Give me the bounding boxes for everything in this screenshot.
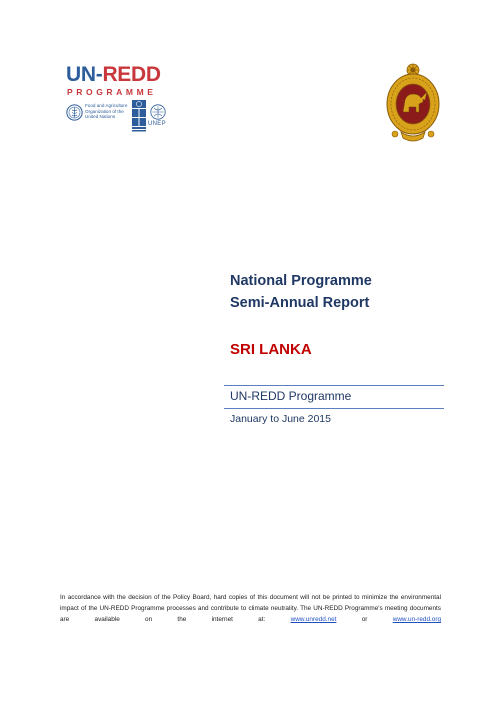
partner-logos bbox=[66, 100, 186, 136]
logo-programme-text: PROGRAMME bbox=[67, 87, 157, 97]
divider-top bbox=[224, 385, 444, 386]
undp-logo-icon bbox=[132, 100, 146, 134]
un-redd-org-link[interactable]: www.un-redd.org bbox=[392, 616, 442, 623]
unep-emblem-icon bbox=[150, 104, 166, 120]
country-name: SRI LANKA bbox=[230, 341, 312, 358]
fao-text: Food and Agriculture Organization of the United Nations bbox=[85, 103, 128, 120]
report-title bbox=[230, 270, 450, 314]
title-line-1: National Programme bbox=[230, 273, 372, 289]
unep-text: UNEP bbox=[148, 121, 166, 127]
logo-un-text: UN- bbox=[66, 63, 103, 86]
unredd-logo bbox=[66, 64, 186, 144]
unredd-wordmark bbox=[66, 64, 161, 86]
printing-notice bbox=[60, 592, 441, 625]
notice-text: In accordance with the decision of the Policy Board, hard copies of this document will not be printed to minimize the environmental impact of the UN-REDD Programme processes and contribute to climate neutrality. The UN-REDD Programme's meeting documents are available on the internet at: bbox=[60, 594, 441, 623]
divider-bottom bbox=[224, 408, 444, 409]
programme-name: UN-REDD Programme bbox=[230, 389, 352, 403]
sri-lanka-emblem-icon bbox=[385, 62, 441, 146]
logo-redd-text: REDD bbox=[102, 63, 161, 86]
unredd-net-link[interactable]: www.unredd.net bbox=[290, 616, 337, 623]
reporting-period: January to June 2015 bbox=[230, 413, 331, 425]
notice-or: or bbox=[361, 616, 368, 623]
title-line-2: Semi-Annual Report bbox=[230, 295, 370, 311]
fao-emblem-icon bbox=[66, 104, 83, 121]
